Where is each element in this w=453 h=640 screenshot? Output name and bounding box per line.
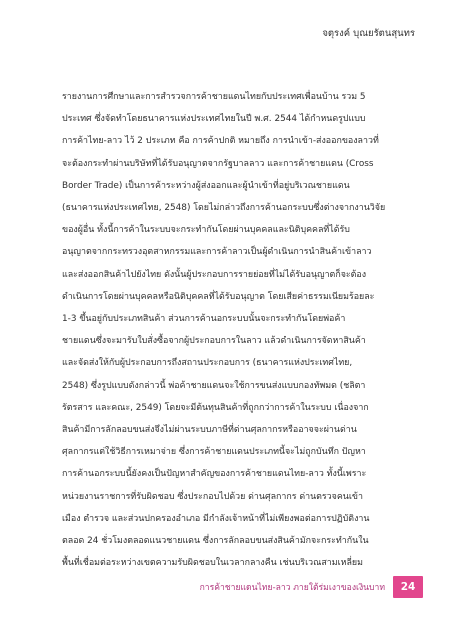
body-line: ชายแดนซึ่งจะมารับใบสั่งซื้อจากผู้ประกอบการในลาว แล้วดำเนินการจัดหาสินค้า xyxy=(62,336,366,347)
page-footer xyxy=(200,576,423,598)
body-line: รายงานการศึกษาและการสำรวจการค้าชายแดนไทยกับประเทศเพื่อนบ้าน รวม 5 xyxy=(62,92,366,102)
body-line: อนุญาตจากกระทรวงอุตสาหกรรมและการค้าลาวเป็นผู้ดำเนินการนำสินค้าเข้าลาว xyxy=(62,247,372,258)
body-line: และจัดส่งให้กับผู้ประกอบการถึงสถานประกอบการ (ธนาคารแห่งประเทศไทย, xyxy=(62,358,353,369)
body-line: พื้นที่เชื่อมต่อระหว่างเขตความรับผิดชอบในเวลากลางคืน เช่นบริเวณสามเหลี่ยม xyxy=(62,558,363,569)
body-line: สินค้ามีการลักลอบขนส่งจึงไม่ผ่านระบบภาษีที่ด่านศุลกากรหรืออาจจะผ่านด่าน xyxy=(62,425,357,436)
body-line: การค้านอกระบบนี้ยังคงเป็นปัญหาสำคัญของการค้าชายแดนไทย-ลาว ทั้งนี้เพราะ xyxy=(62,469,367,480)
body-line: หน่วยงานราชการที่รับผิดชอบ ซึ่งประกอบไปด้วย ด่านศุลกากร ด่านตรวจคนเข้า xyxy=(62,491,363,502)
body-line: รัตรสาร และคณะ, 2549) โดยจะมีต้นทุนสินค้าที่ถูกกว่าการค้าในระบบ เนื่องจาก xyxy=(62,402,369,413)
body-line: ศุลกากรแต่ใช้วิธีการเหมาจ่าย ซึ่งการค้าชายแดนประเภทนี้จะไม่ถูกบันทึก ปัญหา xyxy=(62,447,366,458)
body-line: ของผู้อื่น ทั้งนี้การค้าในระบบจะกระทำกันโดยผ่านบุคคลและนิติบุคคลที่ได้รับ xyxy=(62,225,350,236)
body-paragraph xyxy=(62,86,387,574)
body-line: การค้าไทย-ลาว ไว้ 2 ประเภท คือ การค้าปกติ หมายถึง การนำเข้า-ส่งออกของลาวที่ xyxy=(62,136,379,147)
footer-book-title: การค้าชายแดนไทย-ลาว ภายใต้ร่มเงาของเงินบาท xyxy=(199,583,385,593)
body-line: 2548) ซึ่งรูปแบบดังกล่าวนี้ พ่อค้าชายแดนจะใช้การขนส่งแบบกองทัพมด (ชลิตา xyxy=(62,380,366,391)
body-line: ดำเนินการโดยผ่านบุคคลหรือนิติบุคคลที่ได้รับอนุญาต โดยเสียค่าธรรมเนียมร้อยละ xyxy=(62,291,375,302)
body-line: จะต้องกระทำผ่านบริษัทที่ได้รับอนุญาตจากรัฐบาลลาว และการค้าชายแดน (Cross xyxy=(62,158,374,169)
body-line: เมือง ตำรวจ และส่วนปกครองอำเภอ มีกำลังเจ้าหน้าที่ไม่เพียงพอต่อการปฏิบัติงาน xyxy=(62,513,370,524)
body-line: Border Trade) เป็นการค้าระหว่างผู้ส่งออกและผู้นำเข้าที่อยู่บริเวณชายแดน xyxy=(62,180,350,191)
body-line: และส่งออกสินค้าไปยังไทย ดังนั้นผู้ประกอบการรายย่อยที่ไม่ได้รับอนุญาตก็จะต้อง xyxy=(62,269,367,280)
body-line: 1-3 ขึ้นอยู่กับประเภทสินค้า ส่วนการค้านอกระบบนั้นจะกระทำกันโดยพ่อค้า xyxy=(62,314,346,325)
body-line: ตลอด 24 ชั่วโมงตลอดแนวชายแดน ซึ่งการลักลอบขนส่งสินค้ามักจะกระทำกันใน xyxy=(62,536,369,547)
page-number-badge: 24 xyxy=(393,576,423,598)
body-line: (ธนาคารแห่งประเทศไทย, 2548) โดยไม่กล่าวถึงการค้านอกระบบซึ่งต่างจากงานวิจัย xyxy=(62,203,386,214)
body-line: ประเทศ ซึ่งจัดทำโดยธนาคารแห่งประเทศไทยในปี พ.ศ. 2544 ได้กำหนดรูปแบบ xyxy=(62,114,366,125)
running-header-author: จตุรงค์ บุณยรัตนสุนทร xyxy=(322,28,415,39)
